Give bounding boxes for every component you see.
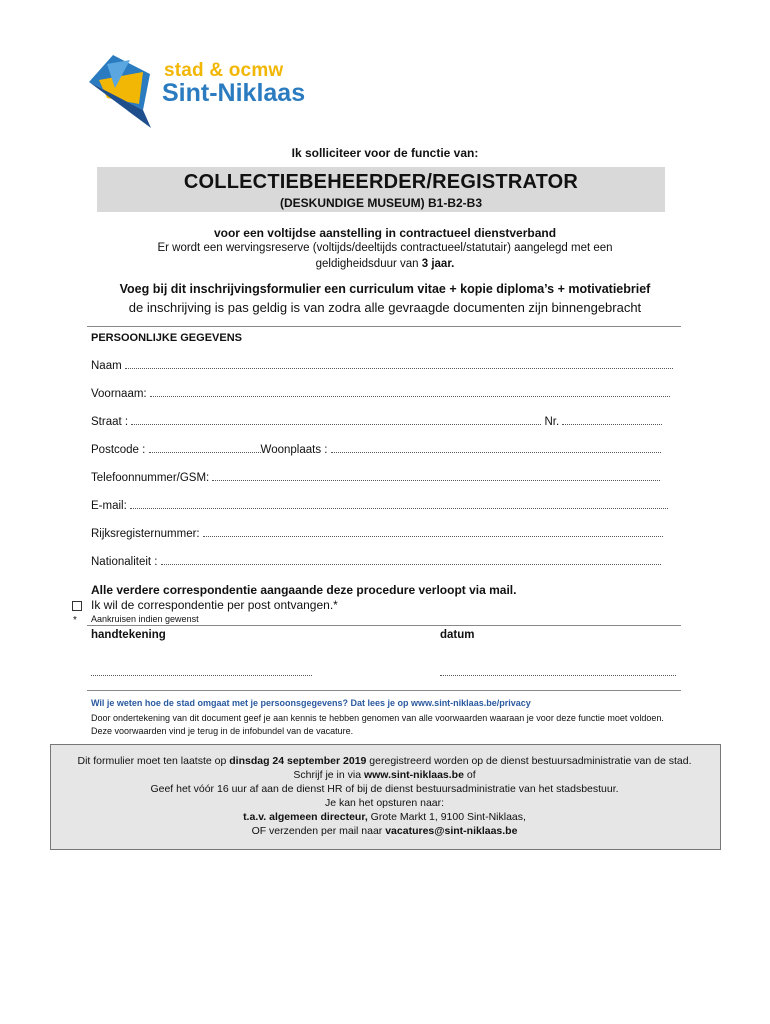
correspondence-note: Alle verdere correspondentie aangaande deze procedure verloopt via mail. bbox=[91, 583, 517, 597]
date-line[interactable] bbox=[440, 675, 676, 676]
address-line bbox=[50, 811, 719, 823]
dropoff-line: Geef het vóór 16 uur af aan de dienst HR of bij de dienst bestuursadministratie van het stadsbestuur. bbox=[150, 783, 619, 795]
validity-note bbox=[0, 258, 770, 270]
input-email-line[interactable] bbox=[130, 498, 668, 509]
input-naam-line[interactable] bbox=[125, 358, 673, 369]
register-suffix: of bbox=[463, 769, 476, 781]
mail-intro-line: Je kan het opsturen naar: bbox=[324, 797, 445, 809]
field-nationaliteit[interactable] bbox=[91, 554, 676, 568]
validity-notice: de inschrijving is pas geldig is van zodra alle gevraagde documenten zijn binnengebracht bbox=[128, 300, 642, 315]
validity-prefix: geldigheidsduur van bbox=[315, 258, 422, 270]
privacy-text: Wil je weten hoe de stad omgaat met je persoonsgegevens? Dat lees je op bbox=[91, 698, 412, 708]
field-email[interactable] bbox=[91, 498, 676, 512]
label-postcode: Postcode : bbox=[91, 444, 146, 456]
post-checkbox[interactable] bbox=[72, 601, 82, 611]
register-prefix: Schrijf je in via bbox=[293, 769, 364, 781]
field-postcode[interactable] bbox=[91, 442, 676, 456]
label-telefoon: Telefoonnummer/GSM: bbox=[91, 472, 210, 484]
divider bbox=[87, 625, 681, 626]
footnote-text: Aankruisen indien gewenst bbox=[91, 614, 199, 624]
input-nr-line[interactable] bbox=[562, 414, 662, 425]
footnote-mark: * bbox=[73, 615, 77, 626]
field-straat[interactable] bbox=[91, 414, 676, 428]
field-telefoon[interactable] bbox=[91, 470, 676, 484]
deadline-line bbox=[50, 755, 719, 767]
deadline-date: dinsdag 24 september 2019 bbox=[229, 755, 367, 767]
employment-type: voor een voltijdse aanstelling in contractueel dienstverband bbox=[213, 226, 557, 240]
divider bbox=[87, 690, 681, 691]
label-woonplaats: Woonplaats : bbox=[260, 444, 328, 456]
deadline-suffix: geregistreerd worden op de dienst bestuursadministratie van de stad. bbox=[366, 755, 692, 767]
input-woonplaats-line[interactable] bbox=[331, 442, 661, 453]
input-telefoon-line[interactable] bbox=[212, 470, 660, 481]
field-rijksregister[interactable] bbox=[91, 526, 676, 540]
logo-line2: Sint-Niklaas bbox=[162, 79, 306, 107]
date-label: datum bbox=[440, 629, 475, 641]
email-prefix: OF verzenden per mail naar bbox=[251, 825, 386, 837]
attachments-notice: Voeg bij dit inschrijvingsformulier een curriculum vitae + kopie diploma’s + motivatiebrief bbox=[119, 282, 651, 296]
apply-intro: Ik solliciteer voor de functie van: bbox=[291, 146, 479, 160]
input-straat-line[interactable] bbox=[131, 414, 541, 425]
label-straat: Straat : bbox=[91, 416, 129, 428]
input-nationaliteit-line[interactable] bbox=[161, 554, 661, 565]
label-voornaam: Voornaam: bbox=[91, 388, 147, 400]
consent-text: Door ondertekening van dit document geef je aan kennis te hebben genomen van alle voorwaarden waaraan je voor deze functie moet voldoen. Deze voorwaarden vind je terug in de infobundel van de vacature. bbox=[91, 713, 664, 736]
job-title: COLLECTIEBEHEERDER/REGISTRATOR bbox=[183, 171, 579, 193]
label-nationaliteit: Nationaliteit : bbox=[91, 556, 158, 568]
input-voornaam-line[interactable] bbox=[150, 386, 670, 397]
job-subtitle: (DESKUNDIGE MUSEUM) B1-B2-B3 bbox=[279, 196, 482, 210]
signature-line[interactable] bbox=[91, 675, 312, 676]
privacy-link[interactable]: www.sint-niklaas.be/privacy bbox=[411, 698, 531, 708]
vacancy-email-link[interactable]: vacatures@sint-niklaas.be bbox=[385, 825, 518, 837]
email-line bbox=[50, 825, 719, 837]
register-line bbox=[50, 769, 719, 781]
personal-heading: PERSOONLIJKE GEGEVENS bbox=[91, 332, 242, 344]
website-link[interactable]: www.sint-niklaas.be bbox=[363, 769, 464, 781]
label-nr: Nr. bbox=[544, 416, 560, 428]
address-street: Grote Markt 1, 9100 Sint-Niklaas, bbox=[367, 811, 526, 823]
logo-kite-icon bbox=[85, 52, 165, 134]
logo-line1: stad & ocmw bbox=[164, 60, 284, 81]
privacy-note bbox=[91, 698, 531, 708]
input-rijksregister-line[interactable] bbox=[203, 526, 663, 537]
deadline-prefix: Dit formulier moet ten laatste op bbox=[77, 755, 230, 767]
post-checkbox-label[interactable]: Ik wil de correspondentie per post ontvangen.* bbox=[91, 598, 338, 612]
divider bbox=[87, 326, 681, 327]
input-postcode-line[interactable] bbox=[149, 442, 261, 453]
label-email: E-mail: bbox=[91, 500, 127, 512]
label-rijksregister: Rijksregisternummer: bbox=[91, 528, 200, 540]
reserve-note: Er wordt een wervingsreserve (voltijds/deeltijds contractueel/statutair) aangelegd met een bbox=[157, 242, 613, 254]
signature-label: handtekening bbox=[91, 629, 166, 641]
address-recipient: t.a.v. algemeen directeur, bbox=[243, 811, 368, 823]
label-naam: Naam bbox=[91, 360, 122, 372]
field-voornaam[interactable] bbox=[91, 386, 676, 400]
field-naam[interactable] bbox=[91, 358, 676, 372]
validity-duration: 3 jaar. bbox=[421, 258, 455, 270]
